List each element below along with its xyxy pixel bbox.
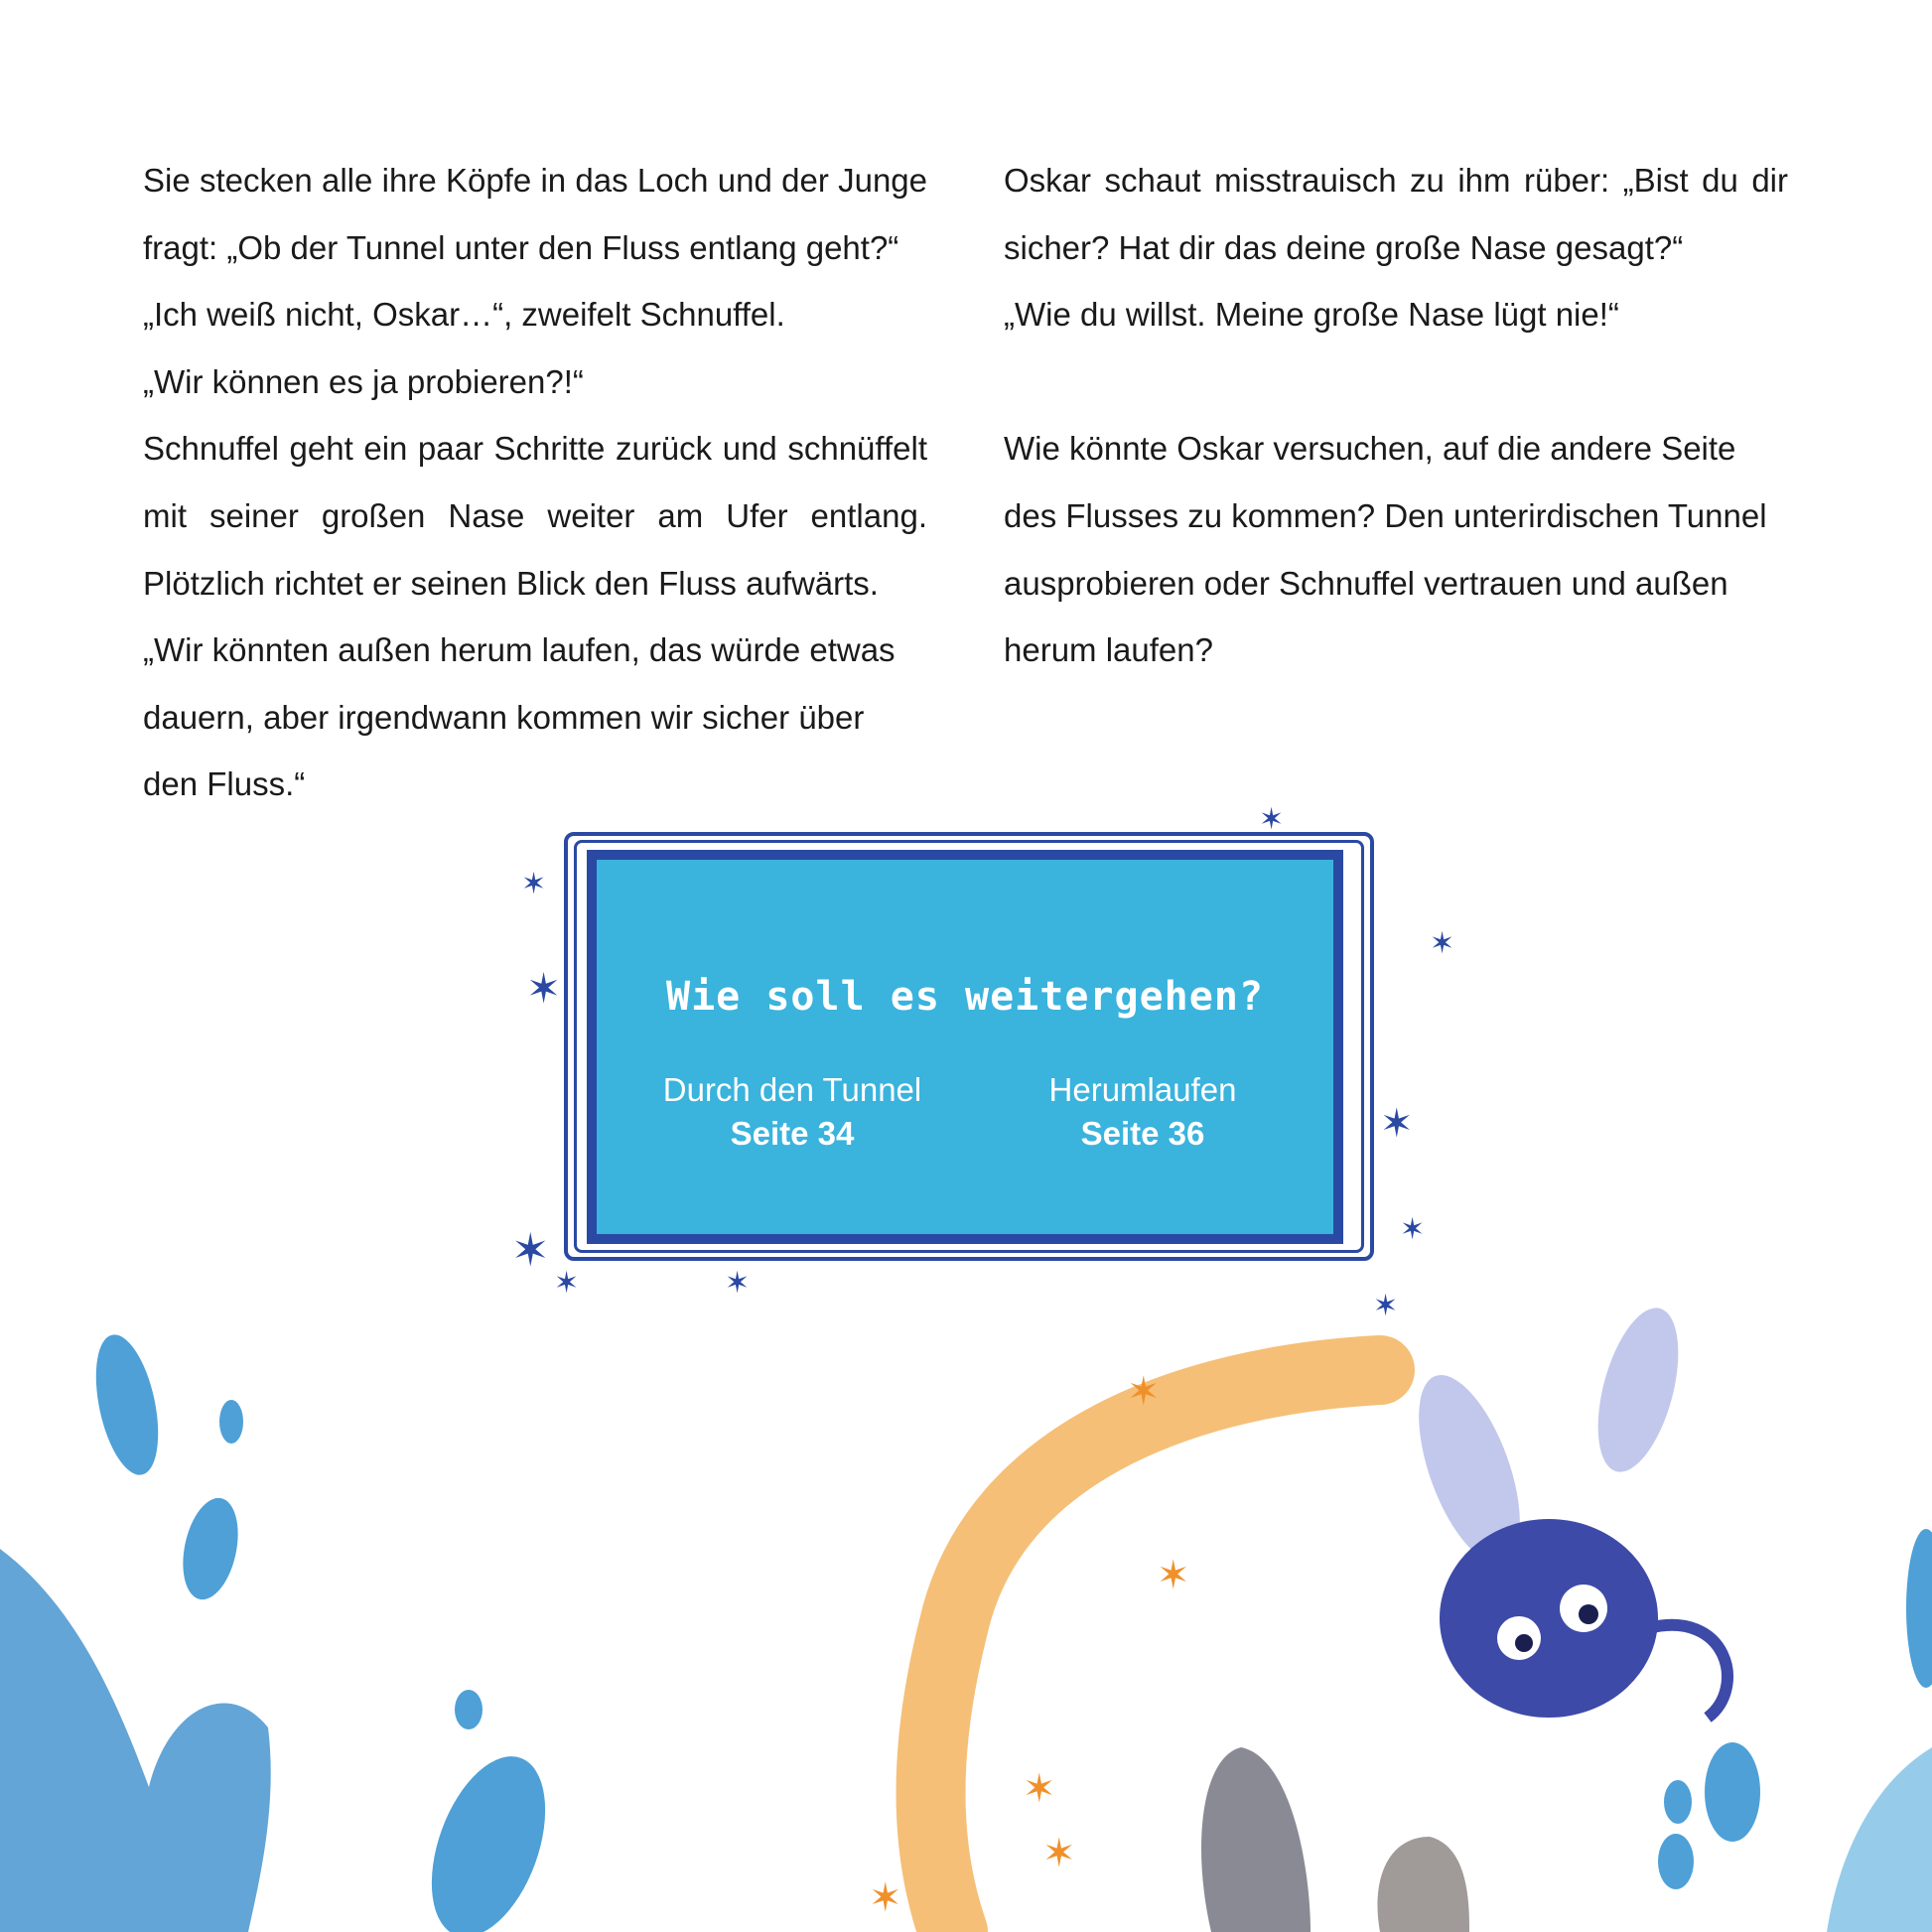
option-label: Durch den Tunnel [662, 1071, 922, 1108]
svg-text:✶: ✶ [1380, 1102, 1414, 1146]
orange-path [931, 1370, 1381, 1932]
svg-text:✶: ✶ [526, 965, 562, 1012]
paragraph: Sie stecken alle ihre Köpfe in das Loch und der Junge fragt: „Ob der Tunnel unter den Fluss entlang geht?“ [143, 162, 927, 266]
paragraph: Wie könnte Oskar versuchen, auf die andere Seite des Flusses zu kommen? Den unterirdischen Tunnel ausprobieren oder Schnuffel vertrauen und außen herum laufen? [1004, 430, 1767, 669]
option-page: Seite 34 [730, 1115, 855, 1152]
paragraph: Schnuffel geht ein paar Schritte zurück und schnüffelt mit seiner großen Nase weiter am Ufer entlang. Plötzlich richtet er seinen Blick den Fluss aufwärts. [143, 430, 927, 602]
svg-text:✶: ✶ [869, 1876, 902, 1920]
water-splash-right [1827, 1747, 1932, 1932]
svg-text:✶: ✶ [1430, 927, 1455, 960]
paragraph: „Wir könnten außen herum laufen, das würde etwas dauern, aber irgendwann kommen wir sicher über den Fluss.“ [143, 631, 896, 803]
svg-text:✶: ✶ [1157, 1554, 1190, 1597]
option-tunnel[interactable] [623, 1068, 961, 1156]
svg-text:✶: ✶ [1259, 803, 1285, 836]
svg-text:✶: ✶ [1400, 1213, 1426, 1246]
paragraph: „Wie du willst. Meine große Nase lügt nie!“ [1004, 296, 1619, 334]
svg-text:✶: ✶ [511, 1224, 550, 1276]
paragraph: „Wir können es ja probieren?!“ [143, 362, 584, 400]
option-page: Seite 36 [1080, 1115, 1205, 1152]
paragraph: „Ich weiß nicht, Oskar…“, zweifelt Schnuffel. [143, 296, 785, 334]
paragraph: Oskar schaut misstrauisch zu ihm rüber: „Bist du dir sicher? Hat dir das deine große Nase gesagt?“ [1004, 162, 1788, 266]
choice-box [587, 850, 1343, 1244]
story-column-right [1004, 147, 1788, 684]
svg-text:✶: ✶ [554, 1267, 580, 1300]
svg-text:✶: ✶ [521, 868, 547, 900]
svg-text:✶: ✶ [725, 1267, 751, 1300]
story-column-left [143, 147, 927, 818]
svg-text:✶: ✶ [1042, 1832, 1076, 1875]
option-label: Herumlaufen [1048, 1071, 1237, 1108]
rocks [1201, 1747, 1469, 1932]
svg-text:✶: ✶ [1373, 1290, 1399, 1322]
creature-schnuffel [1398, 1300, 1727, 1718]
water-splash-left [0, 1549, 271, 1932]
svg-text:✶: ✶ [1023, 1767, 1056, 1811]
choice-title: Wie soll es weitergehen? [666, 974, 1264, 1020]
svg-text:✶: ✶ [1127, 1370, 1161, 1414]
option-around[interactable] [974, 1068, 1311, 1156]
